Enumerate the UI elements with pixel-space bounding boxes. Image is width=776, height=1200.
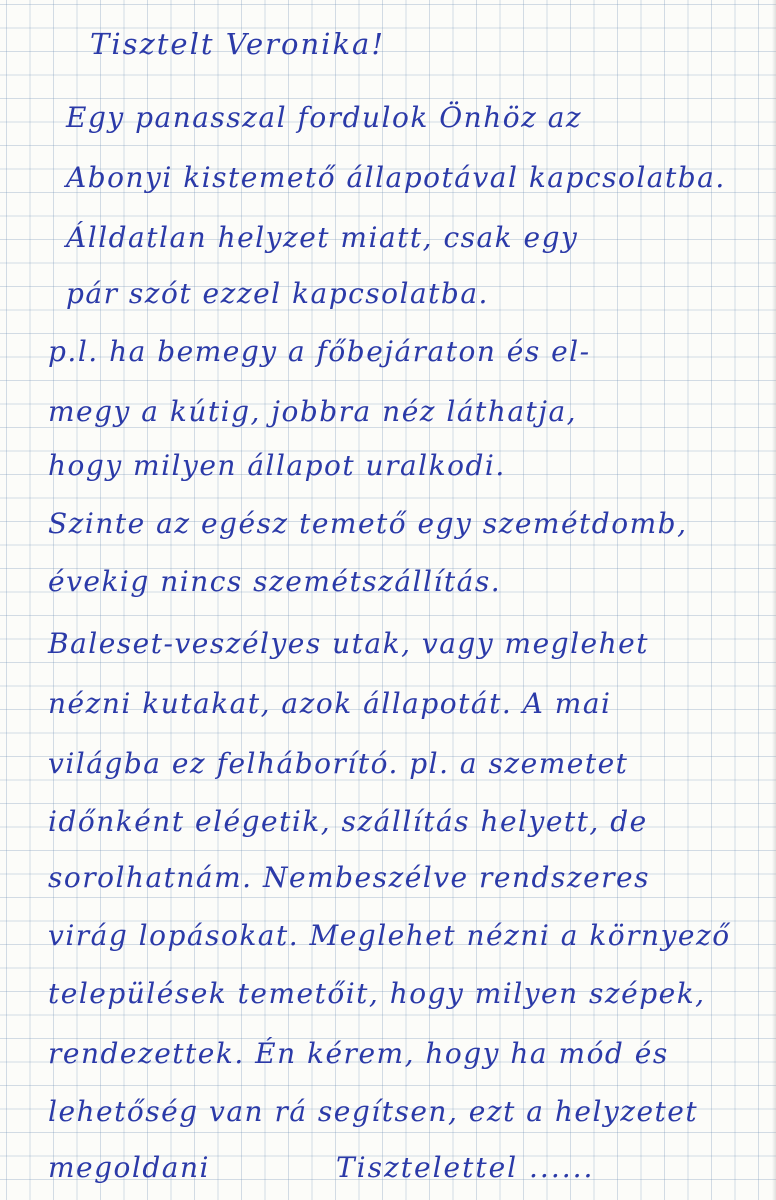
letter-line: p.l. ha bemegy a főbejáraton és el- xyxy=(48,335,591,368)
closing-signoff: Tisztelettel ...... xyxy=(336,1151,595,1184)
letter-line: Szinte az egész temető egy szemétdomb, xyxy=(48,507,688,540)
letter-line: Abonyi kistemető állapotával kapcsolatba. xyxy=(66,161,726,194)
letter-line: lehetőség van rá segítsen, ezt a helyzetet xyxy=(48,1095,699,1128)
letter-line: világba ez felháborító. pl. a szemetet xyxy=(48,747,629,780)
letter-line: települések temetőit, hogy milyen szépek, xyxy=(48,977,706,1010)
letter-line: hogy milyen állapot uralkodi. xyxy=(48,449,506,482)
letter-line: sorolhatnám. Nembeszélve rendszeres xyxy=(48,861,650,894)
letter-line: pár szót ezzel kapcsolatba. xyxy=(66,277,489,310)
letter-line: megoldani xyxy=(48,1151,210,1184)
letter-line: Baleset-veszélyes utak, vagy meglehet xyxy=(48,627,649,660)
letter-line: virág lopásokat. Meglehet nézni a környező xyxy=(48,919,731,952)
salutation: Tisztelt Veronika! xyxy=(90,27,385,61)
letter-line: időnként elégetik, szállítás helyett, de xyxy=(48,805,648,838)
letter-line: Álldatlan helyzet miatt, csak egy xyxy=(66,221,579,254)
page-edge-shadow xyxy=(772,0,776,1200)
letter-line: rendezettek. Én kérem, hogy ha mód és xyxy=(48,1037,669,1070)
letter-line: Egy panasszal fordulok Önhöz az xyxy=(66,101,583,134)
letter-line: évekig nincs szemétszállítás. xyxy=(48,565,502,598)
letter-line: nézni kutakat, azok állapotát. A mai xyxy=(48,687,612,720)
letter-line: megy a kútig, jobbra néz láthatja, xyxy=(48,395,578,428)
